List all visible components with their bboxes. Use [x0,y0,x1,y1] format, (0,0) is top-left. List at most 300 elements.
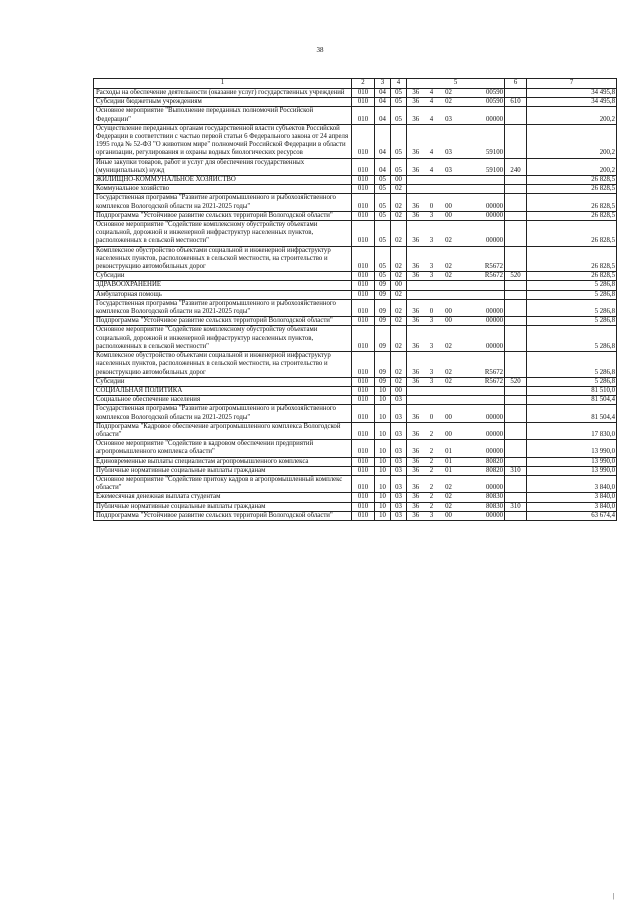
row-name: СОЦИАЛЬНАЯ ПОЛИТИКА [94,386,352,395]
code-pr: 03 [391,405,407,422]
budget-table [93,78,617,521]
table-row [94,511,617,520]
code-csr-4: 00590 [459,98,505,107]
row-name: Иные закупки товаров, работ и услуг для обеспечения государственных (муниципальных) нужд [94,158,352,175]
code-rz: 09 [375,290,391,299]
code-csr-3: 03 [439,158,459,175]
code-rz: 09 [375,317,391,326]
code-csr-4: 00000 [459,326,505,352]
code-gr: 010 [352,89,375,98]
table-row [94,176,617,185]
code-pr: 05 [391,98,407,107]
code-csr-3 [439,290,459,299]
row-sum: 17 830,0 [527,422,617,439]
code-csr-3: 03 [439,107,459,124]
code-rz: 04 [375,89,391,98]
code-csr-1: 36 [407,475,425,492]
header-cell: 6 [505,79,527,89]
code-csr-4: 00590 [459,89,505,98]
row-sum: 26 828,5 [527,211,617,220]
row-sum: 3 840,0 [527,475,617,492]
code-gr: 010 [352,221,375,247]
code-csr-2: 3 [425,246,439,272]
code-rz: 09 [375,352,391,378]
code-csr-4: R5672 [459,272,505,281]
code-csr-3: 03 [439,124,459,158]
table-row [94,290,617,299]
code-csr-4: 80820 [459,457,505,466]
table-row [94,377,617,386]
code-csr-1: 36 [407,272,425,281]
row-name: Комплексное обустройство объектами социальной и инженерной инфраструктур населенных пунктов, расположенных в сельской местности, на строительство и реконструкцию автомобильных дорог [94,352,352,378]
code-gr: 010 [352,124,375,158]
header-cell: 1 [94,79,352,89]
table-row [94,326,617,352]
table-row [94,466,617,475]
row-name: Единовременные выплаты специалистам агропромышленного комплекса [94,457,352,466]
code-vr: 520 [505,272,527,281]
row-name: Амбулаторная помощь [94,290,352,299]
code-vr [505,317,527,326]
code-csr-2: 0 [425,299,439,316]
table-row [94,396,617,405]
code-csr-1: 36 [407,124,425,158]
code-pr: 02 [391,194,407,211]
code-csr-4: R5672 [459,246,505,272]
row-name: Комплексное обустройство объектами социальной и инженерной инфраструктур населенных пунктов, расположенных в сельской местности, на строительство и реконструкцию автомобильных дорог [94,246,352,272]
code-gr: 010 [352,475,375,492]
code-csr-4: 59100 [459,158,505,175]
code-rz: 10 [375,466,391,475]
code-pr: 05 [391,124,407,158]
row-sum: 26 828,5 [527,246,617,272]
table-row [94,281,617,290]
row-sum: 200,2 [527,124,617,158]
code-vr [505,107,527,124]
code-csr-3: 02 [439,272,459,281]
header-cell: 3 [375,79,391,89]
table-row [94,502,617,511]
code-pr: 00 [391,281,407,290]
code-csr-2: 2 [425,440,439,457]
row-name: Расходы на обеспечение деятельности (оказание услуг) государственных учреждений [94,89,352,98]
code-vr [505,493,527,502]
table-row [94,317,617,326]
row-name: Публичные нормативные социальные выплаты гражданам [94,466,352,475]
code-rz: 10 [375,457,391,466]
code-pr: 03 [391,396,407,405]
code-gr: 010 [352,457,375,466]
code-csr-4: 00000 [459,405,505,422]
code-gr: 010 [352,281,375,290]
row-sum: 81 504,4 [527,396,617,405]
code-gr: 010 [352,158,375,175]
code-gr: 010 [352,194,375,211]
code-csr-2: 0 [425,405,439,422]
header-cell: 7 [527,79,617,89]
corner-mark: | [613,892,615,900]
code-vr [505,457,527,466]
code-vr [505,124,527,158]
code-csr-2: 4 [425,107,439,124]
code-csr-2 [425,281,439,290]
code-rz: 05 [375,272,391,281]
code-vr [505,475,527,492]
code-pr: 05 [391,107,407,124]
code-vr [505,221,527,247]
code-vr [505,422,527,439]
code-csr-4 [459,290,505,299]
code-csr-4: 00000 [459,299,505,316]
code-csr-2: 4 [425,158,439,175]
table-row [94,158,617,175]
code-csr-2 [425,290,439,299]
table-row [94,211,617,220]
code-csr-4: 00000 [459,475,505,492]
code-csr-4: 00000 [459,422,505,439]
code-pr: 02 [391,211,407,220]
code-pr: 00 [391,386,407,395]
code-rz: 04 [375,98,391,107]
code-csr-1: 36 [407,317,425,326]
code-csr-1: 36 [407,405,425,422]
code-rz: 10 [375,396,391,405]
code-gr: 010 [352,211,375,220]
code-csr-3: 00 [439,511,459,520]
code-csr-2: 2 [425,502,439,511]
table-header-row [94,79,617,89]
code-csr-3: 00 [439,422,459,439]
code-csr-3: 01 [439,466,459,475]
code-gr: 010 [352,299,375,316]
code-pr: 05 [391,158,407,175]
code-gr: 010 [352,352,375,378]
code-rz: 04 [375,158,391,175]
code-csr-2 [425,176,439,185]
code-rz: 05 [375,176,391,185]
table-row [94,493,617,502]
row-sum: 13 990,0 [527,457,617,466]
code-csr-4: 00000 [459,211,505,220]
code-vr [505,194,527,211]
code-csr-1: 36 [407,326,425,352]
code-vr [505,246,527,272]
code-vr [505,386,527,395]
code-rz: 10 [375,422,391,439]
row-sum: 5 286,8 [527,352,617,378]
table-row [94,107,617,124]
code-vr: 520 [505,377,527,386]
code-csr-2: 3 [425,352,439,378]
code-csr-4: R5672 [459,352,505,378]
code-gr: 010 [352,493,375,502]
table-row [94,457,617,466]
code-csr-3: 02 [439,377,459,386]
row-sum: 34 495,8 [527,98,617,107]
row-name: Субсидии [94,377,352,386]
code-csr-3: 00 [439,317,459,326]
code-gr: 010 [352,98,375,107]
code-pr: 02 [391,377,407,386]
row-sum: 3 840,0 [527,502,617,511]
row-name: ЗДРАВООХРАНЕНИЕ [94,281,352,290]
code-gr: 010 [352,405,375,422]
code-csr-2: 3 [425,317,439,326]
table-body [94,79,617,521]
row-name: Подпрограмма "Устойчивое развитие сельских территорий Вологодской области" [94,211,352,220]
code-csr-3: 02 [439,502,459,511]
code-pr: 02 [391,299,407,316]
code-rz: 09 [375,326,391,352]
row-name: Публичные нормативные социальные выплаты гражданам [94,502,352,511]
code-rz: 04 [375,107,391,124]
code-pr: 02 [391,352,407,378]
code-csr-2 [425,386,439,395]
row-name: Коммунальное хозяйство [94,185,352,194]
code-gr: 010 [352,290,375,299]
code-vr [505,405,527,422]
row-sum: 13 990,0 [527,440,617,457]
code-pr: 03 [391,511,407,520]
code-csr-1: 36 [407,158,425,175]
row-sum: 5 286,8 [527,377,617,386]
code-csr-4: 00000 [459,194,505,211]
code-csr-2 [425,185,439,194]
table-row [94,422,617,439]
code-csr-3: 02 [439,221,459,247]
row-name: Осуществление переданных органам государственной власти субъектов Российской Федерации в соответствии с частью первой статьи 6 Федерального закона от 24 апреля 1995 года № 52-ФЗ "О животном мире" полномочий Российской Федерации в области организации, регулирования и охраны водных биологических ресурсов [94,124,352,158]
code-vr [505,396,527,405]
row-sum: 3 840,0 [527,493,617,502]
code-rz: 04 [375,124,391,158]
code-vr [505,211,527,220]
code-csr-2: 2 [425,493,439,502]
table-row [94,440,617,457]
row-sum: 5 286,8 [527,299,617,316]
code-csr-1: 36 [407,89,425,98]
code-csr-1: 36 [407,194,425,211]
code-csr-1: 36 [407,246,425,272]
code-csr-3: 00 [439,211,459,220]
table-row [94,194,617,211]
header-cell: 2 [352,79,375,89]
code-rz: 10 [375,493,391,502]
code-rz: 09 [375,281,391,290]
code-csr-1 [407,290,425,299]
code-csr-4: 80830 [459,493,505,502]
row-name: Подпрограмма "Кадровое обеспечение агропромышленного комплекса Вологодской области" [94,422,352,439]
code-gr: 010 [352,511,375,520]
code-rz: 05 [375,246,391,272]
code-csr-4 [459,281,505,290]
code-vr [505,176,527,185]
row-sum: 34 495,8 [527,89,617,98]
row-name: Основное мероприятие "Выполнение переданных полномочий Российской Федерации" [94,107,352,124]
code-vr: 240 [505,158,527,175]
code-vr [505,89,527,98]
row-name: Государственная программа "Развитие агропромышленного и рыбохозяйственного комплексов Вологодской области на 2021-2025 годы" [94,194,352,211]
code-pr: 02 [391,272,407,281]
row-name: Ежемесячная денежная выплата студентам [94,493,352,502]
code-csr-3: 02 [439,326,459,352]
row-name: ЖИЛИЩНО-КОММУНАЛЬНОЕ ХОЗЯЙСТВО [94,176,352,185]
code-rz: 05 [375,194,391,211]
code-csr-3: 02 [439,352,459,378]
code-rz: 09 [375,299,391,316]
code-gr: 010 [352,422,375,439]
code-csr-2: 3 [425,211,439,220]
code-csr-1: 36 [407,466,425,475]
code-csr-3: 02 [439,89,459,98]
row-sum: 63 674,4 [527,511,617,520]
table-row [94,272,617,281]
code-csr-1: 36 [407,98,425,107]
code-vr: 610 [505,98,527,107]
table-row [94,185,617,194]
code-csr-1: 36 [407,511,425,520]
code-pr: 03 [391,502,407,511]
code-csr-4 [459,176,505,185]
code-pr: 02 [391,317,407,326]
code-csr-1: 36 [407,440,425,457]
row-name: Основное мероприятие "Содействие в кадровом обеспечении предприятий агропромышленного комплекса области" [94,440,352,457]
code-csr-2: 2 [425,457,439,466]
row-sum: 5 286,8 [527,326,617,352]
code-csr-2: 2 [425,466,439,475]
row-sum: 26 828,5 [527,272,617,281]
code-csr-2: 3 [425,511,439,520]
code-csr-3: 00 [439,194,459,211]
code-gr: 010 [352,326,375,352]
page-number: 38 [316,46,324,54]
code-pr: 03 [391,422,407,439]
code-rz: 05 [375,211,391,220]
code-csr-2: 4 [425,98,439,107]
code-csr-3: 02 [439,98,459,107]
table-row [94,352,617,378]
code-gr: 010 [352,272,375,281]
code-csr-2: 0 [425,194,439,211]
code-csr-1: 36 [407,211,425,220]
code-csr-4: 00000 [459,440,505,457]
row-name: Государственная программа "Развитие агропромышленного и рыбохозяйственного комплексов Вологодской области на 2021-2025 годы" [94,405,352,422]
header-cell: 4 [391,79,407,89]
code-gr: 010 [352,176,375,185]
code-csr-3: 00 [439,299,459,316]
row-sum: 81 504,4 [527,405,617,422]
row-name: Социальное обеспечение населения [94,396,352,405]
table-row [94,475,617,492]
code-vr [505,326,527,352]
code-csr-3: 02 [439,246,459,272]
table-row [94,299,617,316]
code-csr-3 [439,396,459,405]
code-csr-1 [407,281,425,290]
row-sum: 26 828,5 [527,221,617,247]
row-name: Основное мероприятие "Содействие комплексному обустройству объектами социальной, дорожной и инженерной инфраструктур населенных пунктов, расположенных в сельской местности" [94,221,352,247]
code-csr-4: 00000 [459,317,505,326]
code-gr: 010 [352,502,375,511]
code-gr: 010 [352,377,375,386]
code-csr-3: 01 [439,457,459,466]
code-csr-3 [439,386,459,395]
row-name: Субсидии бюджетным учреждениям [94,98,352,107]
code-csr-3: 02 [439,493,459,502]
code-csr-4: R5672 [459,377,505,386]
row-sum: 5 286,8 [527,317,617,326]
code-csr-1: 36 [407,352,425,378]
code-csr-4 [459,396,505,405]
code-pr: 03 [391,440,407,457]
code-rz: 05 [375,185,391,194]
code-pr: 02 [391,290,407,299]
code-vr [505,299,527,316]
row-sum: 200,2 [527,107,617,124]
code-vr: 310 [505,466,527,475]
code-csr-4: 00000 [459,107,505,124]
code-pr: 02 [391,246,407,272]
code-pr: 03 [391,466,407,475]
code-csr-2: 4 [425,89,439,98]
code-pr: 03 [391,493,407,502]
row-name: Основное мероприятие "Содействие притоку кадров в агропромышленный комплекс области" [94,475,352,492]
code-csr-3 [439,185,459,194]
row-name: Государственная программа "Развитие агропромышленного и рыбохозяйственного комплексов Вологодской области на 2021-2025 годы" [94,299,352,316]
header-cell: 5 [407,79,505,89]
table-row [94,386,617,395]
row-sum: 81 510,0 [527,386,617,395]
code-rz: 10 [375,440,391,457]
code-gr: 010 [352,317,375,326]
table-row [94,246,617,272]
row-sum: 26 828,5 [527,176,617,185]
table-row [94,89,617,98]
table-row [94,98,617,107]
code-rz: 10 [375,386,391,395]
code-csr-1: 36 [407,221,425,247]
code-pr: 02 [391,221,407,247]
code-csr-4: 80830 [459,502,505,511]
code-gr: 010 [352,185,375,194]
code-gr: 010 [352,440,375,457]
code-vr [505,511,527,520]
code-rz: 05 [375,221,391,247]
code-csr-4 [459,386,505,395]
row-sum: 26 828,5 [527,185,617,194]
code-rz: 09 [375,377,391,386]
code-csr-1 [407,176,425,185]
code-csr-3: 00 [439,405,459,422]
code-pr: 02 [391,326,407,352]
code-csr-1: 36 [407,493,425,502]
code-csr-2: 3 [425,272,439,281]
code-gr: 010 [352,246,375,272]
code-csr-1 [407,185,425,194]
code-vr [505,281,527,290]
code-csr-4: 59100 [459,124,505,158]
code-pr: 00 [391,176,407,185]
code-csr-4: 00000 [459,511,505,520]
code-vr [505,440,527,457]
code-rz: 10 [375,511,391,520]
row-name: Подпрограмма "Устойчивое развитие сельских территорий Вологодской области" [94,317,352,326]
code-pr: 02 [391,185,407,194]
code-csr-4: 00000 [459,221,505,247]
code-csr-1: 36 [407,107,425,124]
code-csr-1: 36 [407,377,425,386]
row-sum: 5 286,8 [527,281,617,290]
code-csr-2: 2 [425,422,439,439]
